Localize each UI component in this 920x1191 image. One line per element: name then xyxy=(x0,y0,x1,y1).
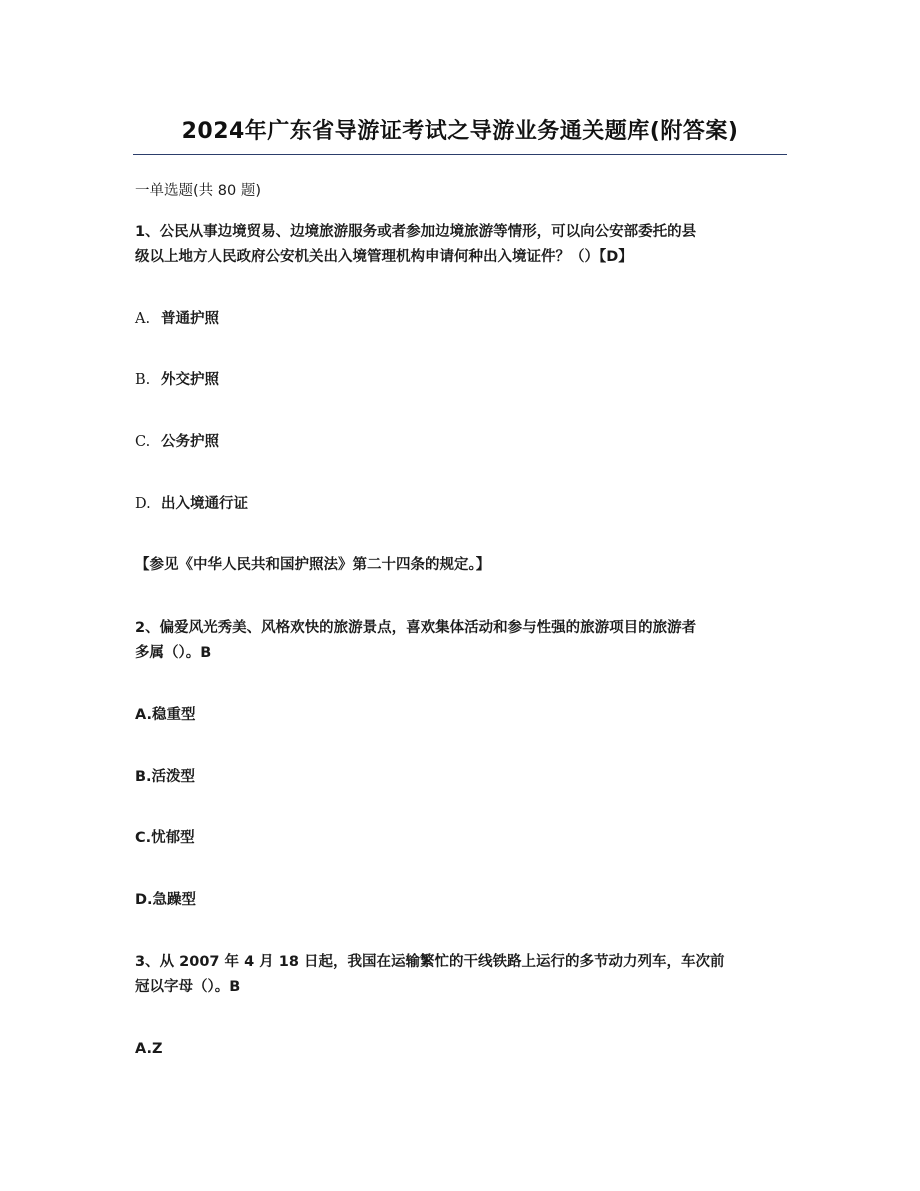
section-heading: 一单选题(共 80 题) xyxy=(135,183,261,199)
question-2-option-c: C.忧郁型 xyxy=(135,830,195,846)
question-1-reference-note: 【参见《中华人民共和国护照法》第二十四条的规定。】 xyxy=(135,557,491,573)
question-1-line-2: 级以上地方人民政府公安机关出入境管理机构申请何种出入境证件？（）【D】 xyxy=(135,249,633,265)
option-text: 公务护照 xyxy=(161,434,219,450)
question-2-option-a: A.稳重型 xyxy=(135,707,196,723)
question-2-option-b: B.活泼型 xyxy=(135,769,196,785)
question-1-option-a xyxy=(135,309,785,329)
option-letter: B. xyxy=(135,372,151,388)
option-text: 普通护照 xyxy=(161,311,219,327)
question-2-option-d: D.急躁型 xyxy=(135,892,197,908)
document-title: 2024年广东省导游证考试之导游业务通关题库(附答案) xyxy=(181,119,739,144)
question-1-option-d xyxy=(135,494,785,514)
question-1-option-c xyxy=(135,432,785,452)
option-text: 出入境通行证 xyxy=(161,496,248,512)
question-2-line-1: 2、偏爱风光秀美、风格欢快的旅游景点，喜欢集体活动和参与性强的旅游项目的旅游者 xyxy=(135,620,697,636)
option-text: 外交护照 xyxy=(161,372,219,388)
question-2-line-2: 多属（）。B xyxy=(135,645,212,661)
option-letter: D. xyxy=(135,496,151,512)
question-1-line-1: 1、公民从事边境贸易、边境旅游服务或者参加边境旅游等情形，可以向公安部委托的县 xyxy=(135,224,697,240)
question-3-line-2: 冠以字母（）。B xyxy=(135,979,241,995)
option-letter: C. xyxy=(135,434,151,450)
title-underline xyxy=(133,154,787,155)
question-3-option-a: A.Z xyxy=(135,1041,163,1057)
question-1-option-b xyxy=(135,370,785,390)
option-letter: A. xyxy=(135,311,151,327)
question-3-line-1: 3、从 2007 年 4 月 18 日起，我国在运输繁忙的干线铁路上运行的多节动力列车，车次前 xyxy=(135,954,725,970)
